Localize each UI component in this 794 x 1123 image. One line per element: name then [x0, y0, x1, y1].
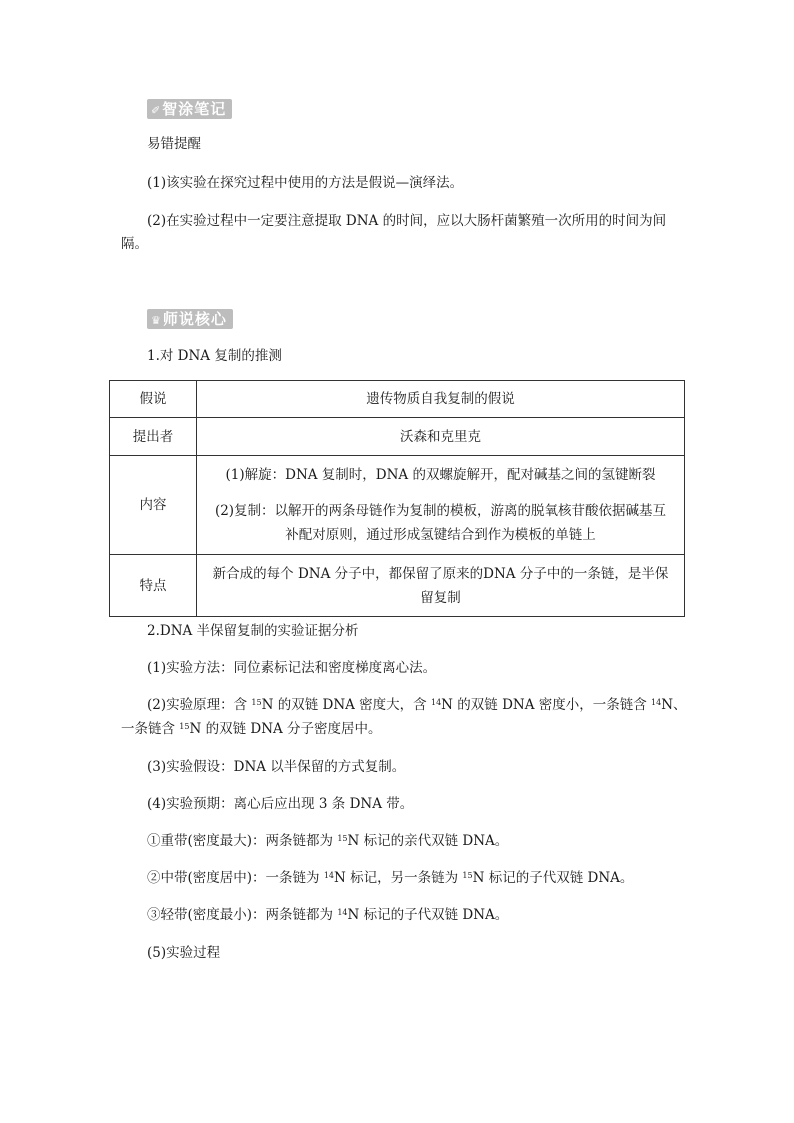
principle-text: 一条链含: [121, 721, 180, 737]
experiment-method: (1)实验方法：同位素标记法和密度梯度离心法。: [147, 660, 437, 676]
pen-icon: ✐: [151, 104, 162, 117]
isotope-superscript: 14: [323, 871, 335, 880]
notes-heading: 易错提醒: [147, 136, 201, 152]
notes-item-1: (1)该实验在探究过程中使用的方法是假说—演绎法。: [147, 175, 464, 191]
table-key-feature: 特点: [110, 555, 197, 617]
experiment-prediction: (4)实验预期：离心后应出现 3 条 DNA 带。: [147, 796, 414, 812]
section-1-title: 1.对 DNA 复制的推测: [147, 348, 282, 364]
experiment-principle-line-2: [121, 719, 382, 739]
dna-replication-table: [109, 380, 685, 617]
notes-item-2-line-2: 隔。: [121, 236, 148, 252]
experiment-principle-line-1: [147, 695, 687, 715]
band-text: ③轻带(密度最小)：两条链都为: [147, 907, 338, 923]
core-badge-label: 师说核心: [162, 310, 227, 328]
section-2-title: 2.DNA 半保留复制的实验证据分析: [147, 623, 359, 639]
table-value-content: [197, 456, 685, 555]
isotope-superscript: 14: [651, 698, 662, 707]
table-value-hypothesis: 遗传物质自我复制的假说: [197, 381, 685, 418]
band-text: N 标记，另一条链为: [334, 870, 463, 886]
isotope-superscript: 15: [462, 871, 473, 880]
isotope-superscript: 14: [337, 908, 348, 917]
content-replication-line-2: 补配对原则，通过形成氢键结合到作为模板的单链上: [285, 527, 596, 543]
table-key-proposer: 提出者: [110, 418, 197, 456]
isotope-superscript: 15: [251, 698, 262, 707]
band-text: N 标记的亲代双链 DNA。: [347, 833, 509, 849]
middle-band: [147, 868, 633, 888]
band-text: N 标记的子代双链 DNA。: [472, 870, 634, 886]
isotope-superscript: 15: [179, 722, 190, 731]
principle-text: N 的双链 DNA 分子密度居中。: [189, 721, 382, 737]
content-replication-line-1: (2)复制：以解开的两条母链作为复制的模板，游离的脱氧核苷酸依据碱基互: [214, 503, 667, 519]
table-value-feature: [197, 555, 685, 617]
content-unwinding: (1)解旋：DNA 复制时，DNA 的双螺旋解开，配对碱基之间的氢键断裂: [225, 467, 656, 483]
notes-item-2-line-1: (2)在实验过程中一定要注意提取 DNA 的时间，应以大肠杆菌繁殖一次所用的时间为间: [147, 213, 667, 229]
principle-text: N 的双链 DNA 密度大，含: [261, 697, 431, 713]
principle-text: (2)实验原理：含: [147, 697, 252, 713]
band-text: ②中带(密度居中)：一条链为: [147, 870, 324, 886]
notes-badge-label: 智涂笔记: [162, 100, 227, 118]
table-key-content: 内容: [110, 456, 197, 555]
heavy-band: [147, 831, 508, 851]
principle-text: N、: [661, 697, 687, 713]
experiment-process: (5)实验过程: [147, 945, 221, 961]
core-section-badge: [147, 309, 233, 329]
principle-text: N 的双链 DNA 密度小，一条链含: [441, 697, 652, 713]
table-row: [110, 456, 685, 555]
isotope-superscript: 14: [430, 698, 442, 707]
band-text: N 标记的子代双链 DNA。: [347, 907, 509, 923]
experiment-hypothesis: (3)实验假设：DNA 以半保留的方式复制。: [147, 759, 406, 775]
table-row: [110, 381, 685, 418]
band-text: ①重带(密度最大)：两条链都为: [147, 833, 338, 849]
feature-line-2: 留复制: [420, 589, 461, 606]
light-band: [147, 905, 508, 925]
isotope-superscript: 15: [337, 834, 348, 843]
table-value-proposer: 沃森和克里克: [197, 418, 685, 456]
crown-icon: ♛: [151, 314, 162, 327]
notes-section-badge: [147, 99, 232, 119]
feature-line-1: 新合成的每个 DNA 分子中，都保留了原来的DNA 分子中的一条链，是半保: [212, 565, 669, 582]
table-row: [110, 418, 685, 456]
table-key-hypothesis: 假说: [110, 381, 197, 418]
table-row: [110, 555, 685, 617]
